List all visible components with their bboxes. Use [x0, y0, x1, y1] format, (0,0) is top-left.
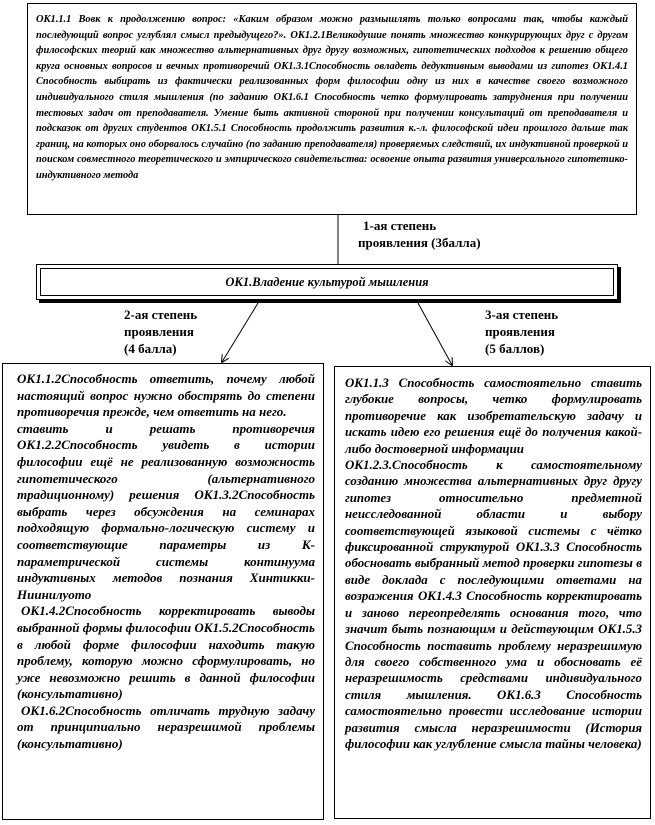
degree3-line2: проявления: [485, 324, 555, 339]
degree2-line1: 2-ая степень: [124, 307, 198, 322]
level2-paragraph-4: ОК1.6.2Способность отличать трудную задачу от принципиально неразрешимой проблемы (консультативно): [17, 702, 315, 752]
level1-competencies-box: [27, 3, 637, 215]
degree3-label: [485, 306, 558, 357]
level2-paragraph-3: ОК1.4.2Способность корректировать выводы выбранной формы философии ОК1.5.2Способность в любой форме философии находить такую проблему, которую можно сформулировать, но уже невозможно решить в данной философии (консультативно): [17, 603, 315, 702]
degree2-line2: проявления: [124, 324, 194, 339]
level3-paragraph-2: ОК1.2.3.Способность к самостоятельному созданию множества альтернативных друг другу гипотез относительно предметной неисследованной области и выбору соответствующей языковой системы с чётко фиксированной структурой ОК1.3.3 Способность обосновать выбранный метод проверки гипотезы в виде доклада с последующими ответами на возражения ОК1.4.3 Способность корректировать и заново переопределять основания того, что значит быть познающим и действующим ОК1.5.3 Способность поставить проблему неразрешимую для своего собственного ума и обосновать её неразрешимость средствами индивидуального стиля мышления. ОК1.6.3 Способность самостоятельно провести исследование истории развития смысла неразрешимости (История философии как углубление смысла тайны человека): [345, 458, 642, 751]
degree2-label: [124, 306, 197, 357]
level2-paragraph-1: ОК1.1.2Способность ответить, почему любой настоящий вопрос нужно обострять до степени противоречия прежде, чем ответить на него.: [17, 371, 315, 420]
degree1-line1: 1-ая степень: [363, 218, 437, 233]
degree3-line1: 3-ая степень: [485, 307, 559, 322]
level3-paragraph-1: ОК1.1.3 Способность самостоятельно ставить глубокие вопросы, четко формулировать противоречие как изобретательскую задачу и искать идею его решения ещё до получения какой-либо достоверной информации: [345, 376, 642, 456]
arrow-to-right-box: [418, 303, 452, 365]
degree3-line3: (5 баллов): [485, 341, 545, 356]
level2-competencies-box: [2, 363, 324, 820]
central-competency-title: ОК1.Владение культурой мышления: [225, 274, 429, 289]
level2-paragraph-2: ставить и решать противоречия ОК1.2.2Способность увидеть в истории философии ещё не реализованную возможность гипотетического (альтернативного традиционному) решения ОК1.3.2Способность выбрать через обсуждения на семинарах подходящую формально-логическую систему и соответствующие параметры из К-параметрической системы континуума индуктивных методов познания Хинтикки-Ниинилуото: [17, 420, 315, 602]
degree1-label: [358, 217, 481, 251]
level3-competencies-box: [334, 366, 651, 819]
degree2-line3: (4 балла): [124, 341, 177, 356]
arrow-to-left-box: [222, 303, 258, 362]
central-competency-box: [36, 264, 618, 300]
level1-competencies-text: ОК1.1.1 Вовк к продолжению вопрос: «Каким образом можно размышлять только вопросами так, чтобы каждый последующий вопрос углублял смысл предыдущего?». ОК1.2.1Великодушие понять множество конкурирующих друг с другом философских теорий как множество альтернативных друг другу возможных, гипотетических подходов к решению общего круга основных вопросов и вечных противоречий ОК1.3.1Способность овладеть дедуктивным выводами из гипотез ОК1.4.1 Способность выбирать из фактически реализованных форм философии одну из них в качестве своего возможного индивидуального стиля мышления (по заданию ОК1.6.1 Способность четко формулировать затруднения при получении тестовых задач от преподавателя. Умение быть активной стороной при получении консультаций от преподавателя и подсказок от других студентов ОК1.5.1 Способность продолжить развития к.-л. философской идеи прошлого дальше так границ, на которых оно оборвалось случайно (по заданию преподавателя) проверяемых следствий, их индуктивной проверкой и поиском совместного теоретического и эмпирического свидетельства: освоение опыта развития универсального гипотетико-индуктивного метода: [36, 14, 628, 181]
degree1-line2: проявления (3балла): [358, 235, 481, 250]
